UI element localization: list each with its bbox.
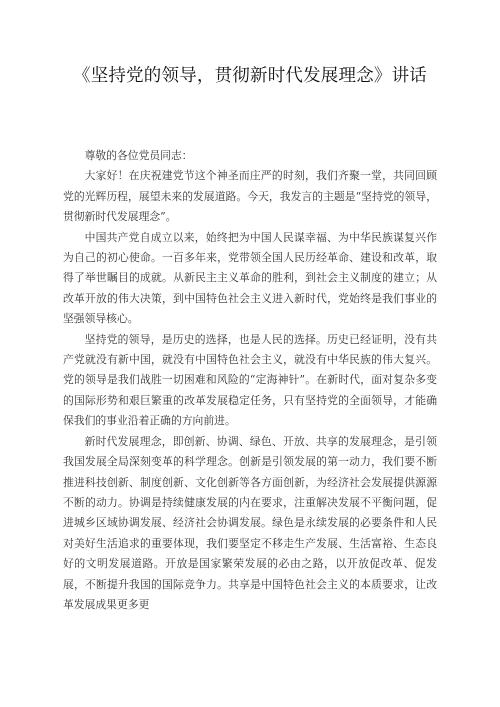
paragraph-2: 中国共产党自成立以来，始终把为中国人民谋幸福、为中华民族谋复兴作为自己的初心使命。一百多年来，党带领全国人民历经革命、建设和改革，取得了举世瞩目的成就。从新民主主义革命的胜利，到社会主义制度的建立；从改革开放的伟大决策，到中国特色社会主义进入新时代，党始终是我们事业的坚强领导核心。 [63,230,437,326]
paragraph-4: 新时代发展理念，即创新、协调、绿色、开放、共享的发展理念，是引领我国发展全局深刻变革的科学理念。创新是引领发展的第一动力，我们要不断推进科技创新、制度创新、文化创新等各方面创新，为经济社会发展提供源源不断的动力。协调是持续健康发展的内在要求，注重解决发展不平衡问题，促进城乡区域协调发展、经济社会协调发展。绿色是永续发展的必要条件和人民对美好生活追求的重要体现，我们要坚定不移走生产发展、生活富裕、生态良好的文明发展道路。开放是国家繁荣发展的必由之路，以开放促改革、促发展，不断提升我国的国际竞争力。共享是中国特色社会主义的本质要求，让改革发展成果更多更 [63,434,437,611]
salutation: 尊敬的各位党员同志： [84,149,193,162]
document-body [63,146,437,615]
document-title: 《坚持党的领导，贯彻新时代发展理念》讲话 [73,66,427,86]
paragraph-1: 大家好！在庆祝建党节这个神圣而庄严的时刻，我们齐聚一堂，共同回顾党的光辉历程，展望未来的发展道路。今天，我发言的主题是“坚持党的领导，贯彻新时代发展理念”。 [63,169,437,224]
paragraph-3: 坚持党的领导，是历史的选择，也是人民的选择。历史已经证明，没有共产党就没有新中国，就没有中国特色社会主义，就没有中华民族的伟大复兴。党的领导是我们战胜一切困难和风险的“定海神针”。在新时代，面对复杂多变的国际形势和艰巨繁重的改革发展稳定任务，只有坚持党的全面领导，才能确保我们的事业沿着正确的方向前进。 [63,332,437,428]
